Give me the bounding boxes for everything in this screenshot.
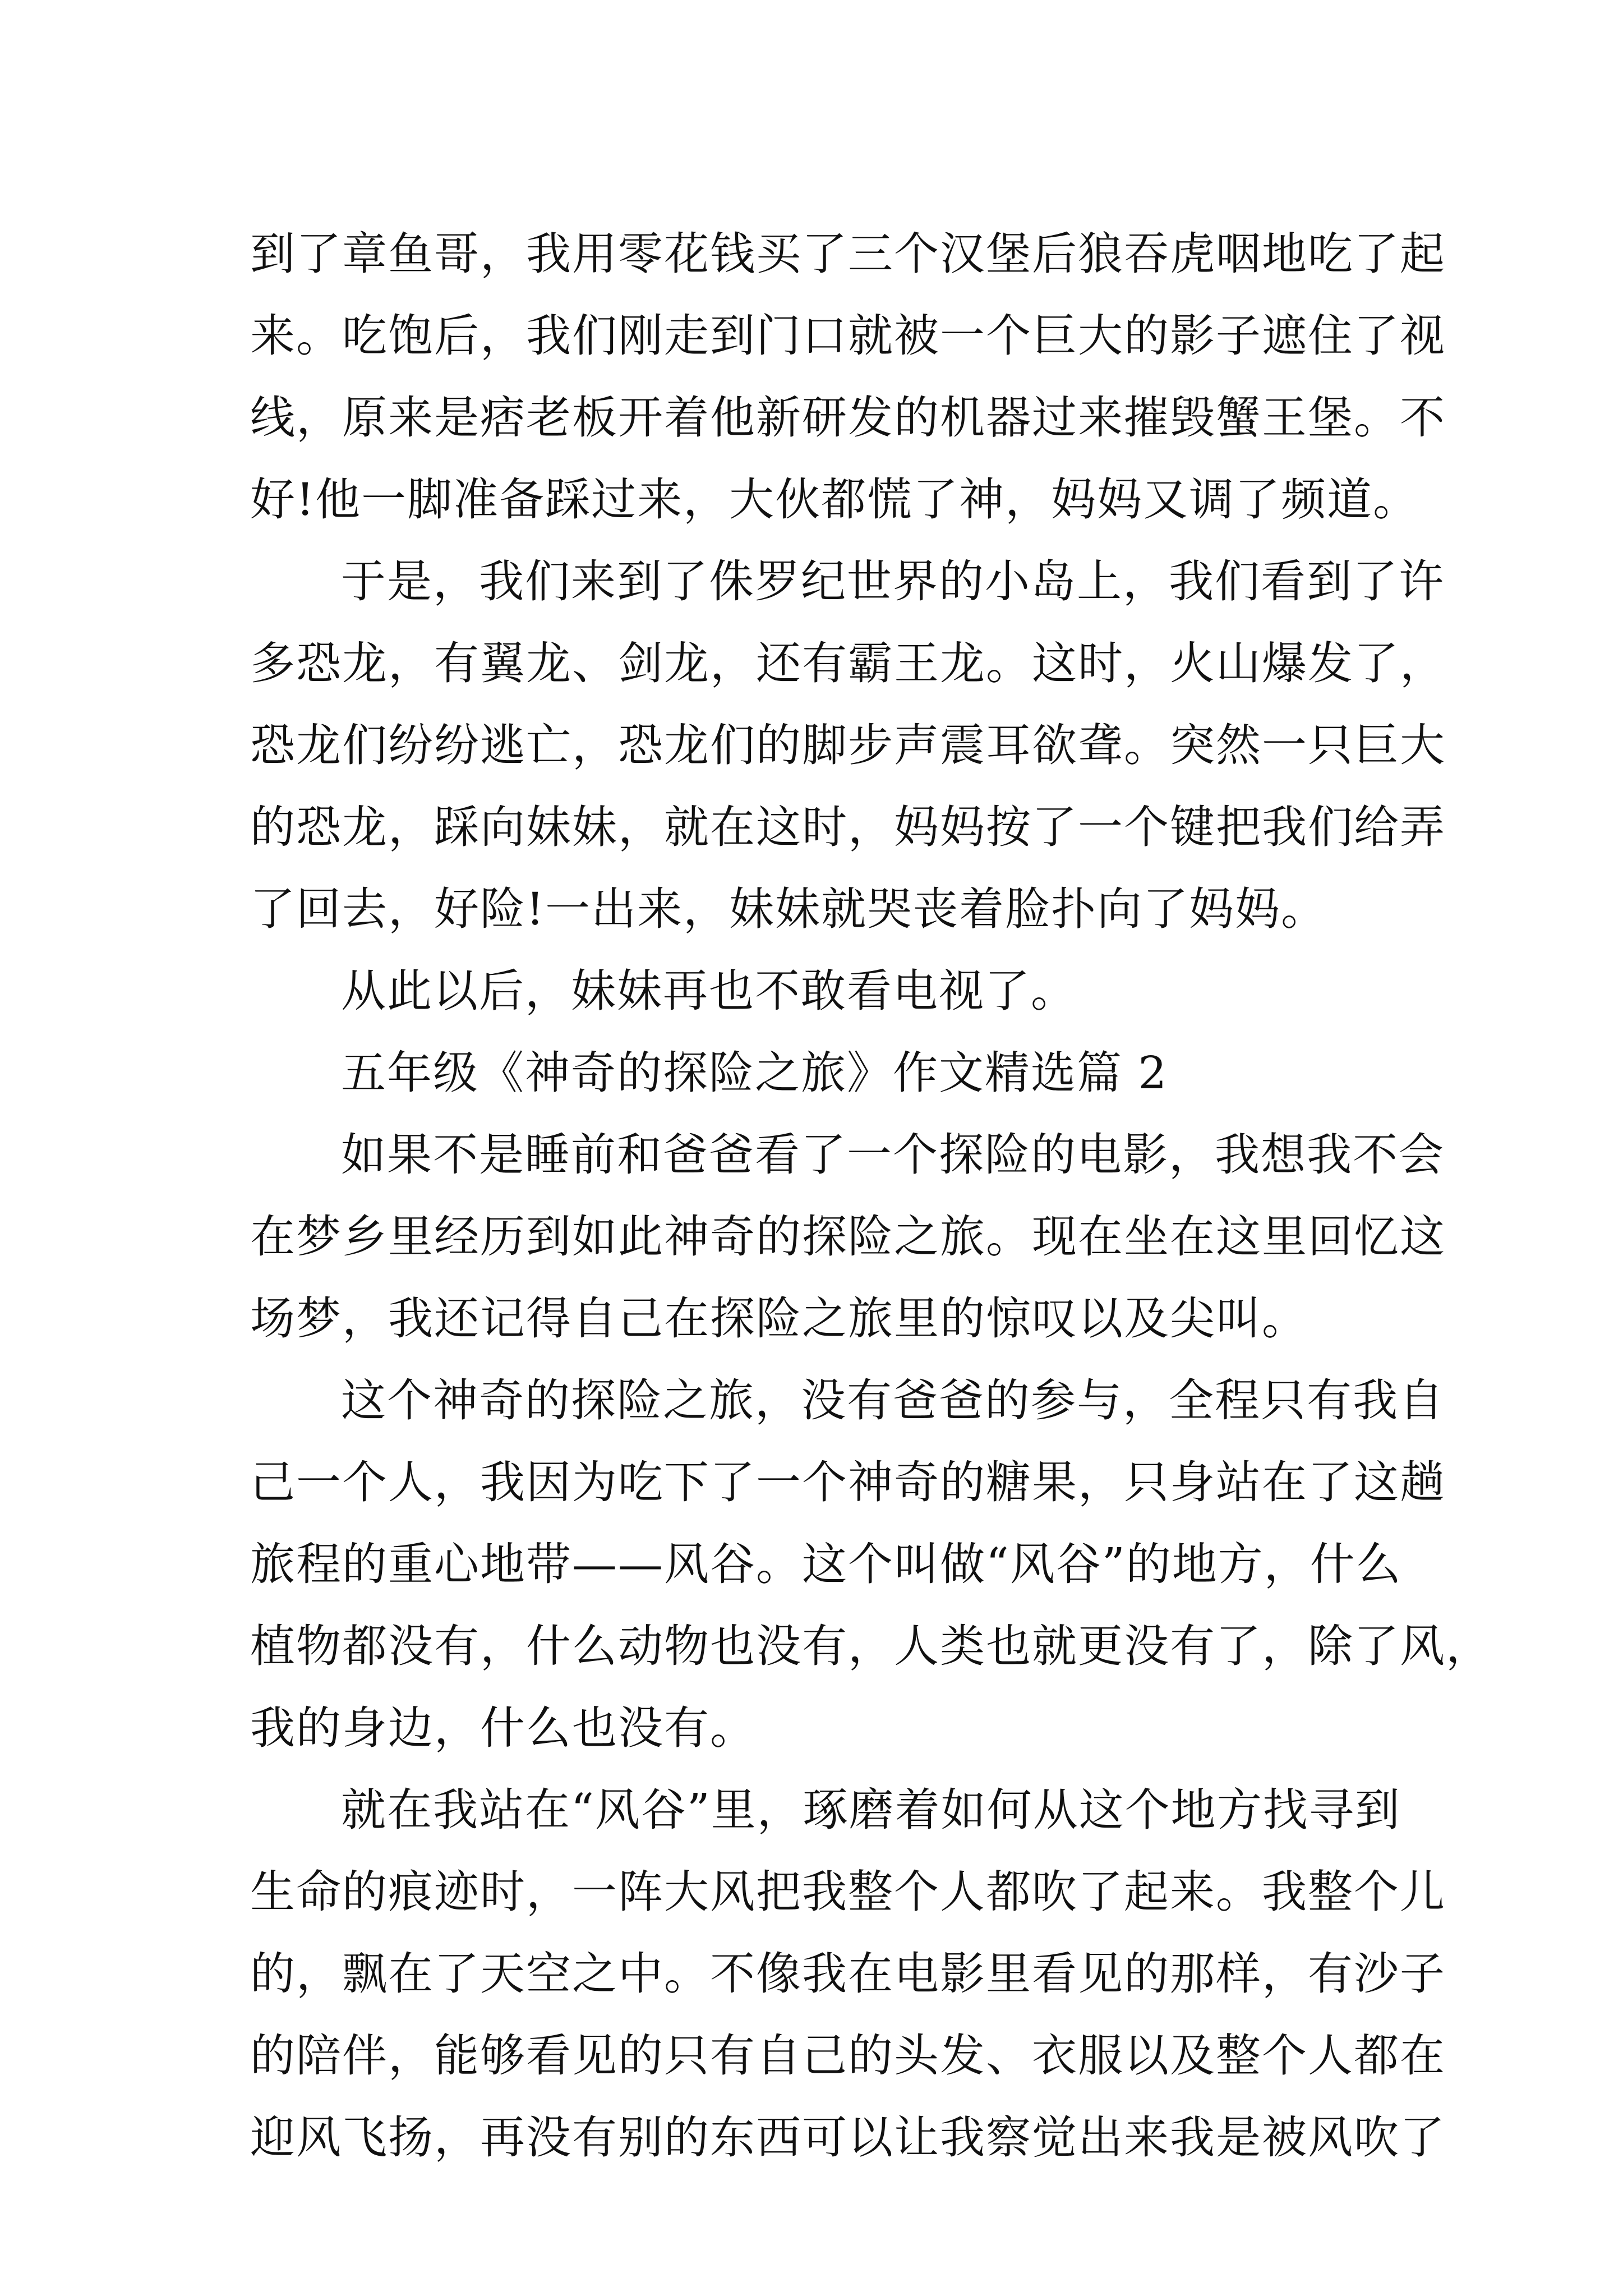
text-line: 旅程的重心地带——风谷。这个叫做“风谷”的地方，什么 xyxy=(250,1538,1402,1590)
text-line: 来。吃饱后，我们刚走到门口就被一个巨大的影子遮住了视 xyxy=(250,310,1446,362)
paragraph-start-line: 就在我站在“风谷”里，琢磨着如何从这个地方找寻到 xyxy=(341,1784,1401,1836)
text-line: 到了章鱼哥，我用零花钱买了三个汉堡后狼吞虎咽地吃了起 xyxy=(250,228,1446,280)
paragraph-start-line: 如果不是睡前和爸爸看了一个探险的电影，我想我不会 xyxy=(341,1129,1445,1181)
text-line: 我的身边，什么也没有。 xyxy=(250,1702,756,1754)
text-line: 的陪伴，能够看见的只有自己的头发、衣服以及整个人都在 xyxy=(250,2030,1446,2082)
text-line: 多恐龙，有翼龙、剑龙，还有霸王龙。这时，火山爆发了， xyxy=(250,637,1446,689)
paragraph-start-line: 从此以后，妹妹再也不敢看电视了。 xyxy=(341,965,1077,1017)
essay-body xyxy=(250,213,1492,2179)
text-line: 植物都没有，什么动物也没有，人类也就更没有了，除了风， xyxy=(250,1620,1492,1672)
paragraph-start-line: 于是，我们来到了侏罗纪世界的小岛上，我们看到了许 xyxy=(341,555,1445,608)
text-line: 迎风飞扬，再没有别的东西可以让我察觉出来我是被风吹了 xyxy=(250,2111,1446,2164)
text-line: 的，飘在了天空之中。不像我在电影里看见的那样，有沙子 xyxy=(250,1948,1446,2000)
text-line: 恐龙们纷纷逃亡，恐龙们的脚步声震耳欲聋。突然一只巨大 xyxy=(250,719,1446,771)
text-line: 己一个人，我因为吃下了一个神奇的糖果，只身站在了这趟 xyxy=(250,1456,1446,1508)
text-line: 场梦，我还记得自己在探险之旅里的惊叹以及尖叫。 xyxy=(250,1292,1308,1345)
text-line: 线，原来是痞老板开着他新研发的机器过来摧毁蟹王堡。不 xyxy=(250,392,1446,444)
paragraph-start-line: 这个神奇的探险之旅，没有爸爸的参与，全程只有我自 xyxy=(341,1374,1445,1427)
text-line: 了回去，好险!一出来，妹妹就哭丧着脸扑向了妈妈。 xyxy=(250,883,1327,935)
text-line: 生命的痕迹时，一阵大风把我整个人都吹了起来。我整个儿 xyxy=(250,1866,1446,1918)
text-line: 的恐龙，踩向妹妹，就在这时，妈妈按了一个键把我们给弄 xyxy=(250,801,1446,853)
text-line: 好!他一脚准备踩过来，大伙都慌了神，妈妈又调了频道。 xyxy=(250,473,1419,526)
text-line: 在梦乡里经历到如此神奇的探险之旅。现在坐在这里回忆这 xyxy=(250,1211,1446,1263)
section-heading: 五年级《神奇的探险之旅》作文精选篇 2 xyxy=(341,1047,1168,1099)
